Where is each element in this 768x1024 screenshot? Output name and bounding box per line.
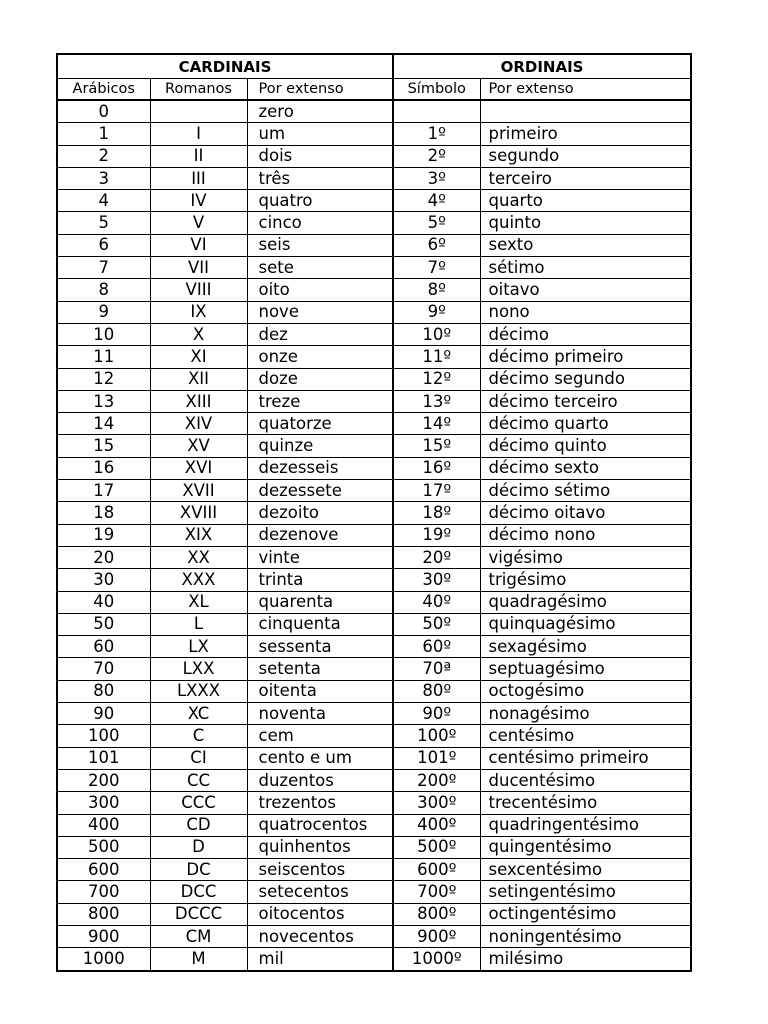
cell-romano: XVIII [150, 502, 247, 524]
cell-romano: XIII [150, 390, 247, 412]
cell-simbolo: 300º [393, 792, 480, 814]
cell-cardinal-extenso: seis [247, 234, 393, 256]
cell-romano: VIII [150, 279, 247, 301]
cell-arabico: 30 [57, 569, 150, 591]
cell-ordinal-extenso: nono [480, 301, 691, 323]
cell-simbolo: 20º [393, 546, 480, 568]
table-row [57, 390, 691, 412]
table-row [57, 279, 691, 301]
cell-cardinal-extenso: onze [247, 346, 393, 368]
cell-romano: LXXX [150, 680, 247, 702]
table-row [57, 190, 691, 212]
table-row [57, 747, 691, 769]
cell-simbolo: 1000º [393, 948, 480, 971]
cell-ordinal-extenso [480, 100, 691, 123]
table-row [57, 792, 691, 814]
cell-cardinal-extenso: quinze [247, 435, 393, 457]
column-header-romanos: Romanos [150, 79, 247, 101]
cell-arabico: 13 [57, 390, 150, 412]
cell-ordinal-extenso: ducentésimo [480, 769, 691, 791]
cell-simbolo: 7º [393, 257, 480, 279]
table-row [57, 502, 691, 524]
table-body [57, 100, 691, 971]
cell-romano: XV [150, 435, 247, 457]
table-row [57, 524, 691, 546]
cell-romano: XI [150, 346, 247, 368]
cell-cardinal-extenso: quinhentos [247, 836, 393, 858]
cell-romano: DCCC [150, 903, 247, 925]
table-row [57, 769, 691, 791]
cell-cardinal-extenso: quarenta [247, 591, 393, 613]
cell-romano: I [150, 123, 247, 145]
cell-arabico: 50 [57, 613, 150, 635]
cell-arabico: 5 [57, 212, 150, 234]
table-row [57, 368, 691, 390]
cell-ordinal-extenso: décimo oitavo [480, 502, 691, 524]
cell-romano: LX [150, 636, 247, 658]
cell-romano: XL [150, 591, 247, 613]
cell-simbolo: 70ª [393, 658, 480, 680]
cell-simbolo: 400º [393, 814, 480, 836]
cell-simbolo: 17º [393, 480, 480, 502]
cell-ordinal-extenso: décimo quarto [480, 413, 691, 435]
cell-cardinal-extenso: setenta [247, 658, 393, 680]
cell-ordinal-extenso: noningentésimo [480, 925, 691, 947]
cell-cardinal-extenso: dezessete [247, 480, 393, 502]
cell-romano: CM [150, 925, 247, 947]
cell-arabico: 10 [57, 323, 150, 345]
cell-simbolo: 200º [393, 769, 480, 791]
cell-arabico: 20 [57, 546, 150, 568]
cell-arabico: 200 [57, 769, 150, 791]
cell-simbolo: 18º [393, 502, 480, 524]
cell-arabico: 6 [57, 234, 150, 256]
cell-romano: DCC [150, 881, 247, 903]
cell-ordinal-extenso: décimo primeiro [480, 346, 691, 368]
cell-romano: II [150, 145, 247, 167]
cell-ordinal-extenso: quadringentésimo [480, 814, 691, 836]
cell-romano: M [150, 948, 247, 971]
table-row [57, 546, 691, 568]
cell-cardinal-extenso: oitenta [247, 680, 393, 702]
cell-ordinal-extenso: décimo quinto [480, 435, 691, 457]
cell-romano: XIV [150, 413, 247, 435]
cell-cardinal-extenso: treze [247, 390, 393, 412]
cell-arabico: 3 [57, 167, 150, 189]
table-row [57, 859, 691, 881]
cell-ordinal-extenso: septuagésimo [480, 658, 691, 680]
cell-ordinal-extenso: quingentésimo [480, 836, 691, 858]
cell-arabico: 400 [57, 814, 150, 836]
cell-romano: V [150, 212, 247, 234]
cell-cardinal-extenso: noventa [247, 703, 393, 725]
cell-ordinal-extenso: quinto [480, 212, 691, 234]
cell-arabico: 0 [57, 100, 150, 123]
cell-ordinal-extenso: milésimo [480, 948, 691, 971]
cell-arabico: 60 [57, 636, 150, 658]
cell-arabico: 12 [57, 368, 150, 390]
table-row [57, 948, 691, 971]
cell-ordinal-extenso: décimo nono [480, 524, 691, 546]
table-row [57, 591, 691, 613]
cell-arabico: 17 [57, 480, 150, 502]
cell-cardinal-extenso: oito [247, 279, 393, 301]
cell-arabico: 7 [57, 257, 150, 279]
table-row [57, 613, 691, 635]
cell-arabico: 300 [57, 792, 150, 814]
cell-ordinal-extenso: sétimo [480, 257, 691, 279]
cell-cardinal-extenso: quatrocentos [247, 814, 393, 836]
cell-ordinal-extenso: setingentésimo [480, 881, 691, 903]
cell-cardinal-extenso: dezesseis [247, 457, 393, 479]
cell-cardinal-extenso: três [247, 167, 393, 189]
cell-simbolo: 800º [393, 903, 480, 925]
cell-romano: XII [150, 368, 247, 390]
cell-romano: CCC [150, 792, 247, 814]
cell-romano: C [150, 725, 247, 747]
table-row [57, 123, 691, 145]
cell-simbolo: 50º [393, 613, 480, 635]
cell-ordinal-extenso: trecentésimo [480, 792, 691, 814]
cell-ordinal-extenso: quadragésimo [480, 591, 691, 613]
cell-cardinal-extenso: seiscentos [247, 859, 393, 881]
cell-simbolo: 14º [393, 413, 480, 435]
cell-arabico: 70 [57, 658, 150, 680]
cell-simbolo: 13º [393, 390, 480, 412]
cell-simbolo: 60º [393, 636, 480, 658]
cell-arabico: 14 [57, 413, 150, 435]
cell-arabico: 4 [57, 190, 150, 212]
cell-cardinal-extenso: vinte [247, 546, 393, 568]
cell-cardinal-extenso: zero [247, 100, 393, 123]
cell-cardinal-extenso: dez [247, 323, 393, 345]
table-row [57, 680, 691, 702]
table-row [57, 658, 691, 680]
cell-ordinal-extenso: primeiro [480, 123, 691, 145]
cell-ordinal-extenso: segundo [480, 145, 691, 167]
cell-arabico: 19 [57, 524, 150, 546]
cell-arabico: 500 [57, 836, 150, 858]
cell-ordinal-extenso: décimo segundo [480, 368, 691, 390]
cell-cardinal-extenso: sete [247, 257, 393, 279]
cell-romano: CD [150, 814, 247, 836]
cell-ordinal-extenso: trigésimo [480, 569, 691, 591]
cell-simbolo: 40º [393, 591, 480, 613]
cell-arabico: 1 [57, 123, 150, 145]
cell-cardinal-extenso: dezoito [247, 502, 393, 524]
cell-simbolo: 101º [393, 747, 480, 769]
cell-ordinal-extenso: quarto [480, 190, 691, 212]
cell-arabico: 700 [57, 881, 150, 903]
cell-simbolo: 1º [393, 123, 480, 145]
cell-cardinal-extenso: mil [247, 948, 393, 971]
table-row [57, 725, 691, 747]
cell-simbolo: 4º [393, 190, 480, 212]
cell-simbolo: 600º [393, 859, 480, 881]
numerals-table [56, 53, 692, 972]
cell-ordinal-extenso: sexagésimo [480, 636, 691, 658]
cell-simbolo: 100º [393, 725, 480, 747]
cell-cardinal-extenso: sessenta [247, 636, 393, 658]
cell-ordinal-extenso: terceiro [480, 167, 691, 189]
table-row [57, 413, 691, 435]
cell-simbolo: 500º [393, 836, 480, 858]
cell-ordinal-extenso: vigésimo [480, 546, 691, 568]
cell-romano: D [150, 836, 247, 858]
cell-cardinal-extenso: setecentos [247, 881, 393, 903]
cell-simbolo: 3º [393, 167, 480, 189]
cell-cardinal-extenso: cento e um [247, 747, 393, 769]
column-header-por-extenso-ordinal: Por extenso [480, 79, 691, 101]
cell-arabico: 8 [57, 279, 150, 301]
group-header-ordinais: ORDINAIS [393, 54, 691, 79]
cell-arabico: 800 [57, 903, 150, 925]
cell-arabico: 80 [57, 680, 150, 702]
table-row [57, 457, 691, 479]
cell-romano: XX [150, 546, 247, 568]
cell-romano: LXX [150, 658, 247, 680]
column-header-por-extenso-cardinal: Por extenso [247, 79, 393, 101]
cell-ordinal-extenso: nonagésimo [480, 703, 691, 725]
group-header-row [57, 54, 691, 79]
group-header-cardinais: CARDINAIS [57, 54, 393, 79]
cell-ordinal-extenso: oitavo [480, 279, 691, 301]
cell-cardinal-extenso: cem [247, 725, 393, 747]
cell-arabico: 90 [57, 703, 150, 725]
cell-ordinal-extenso: octogésimo [480, 680, 691, 702]
table-row [57, 480, 691, 502]
cell-cardinal-extenso: trinta [247, 569, 393, 591]
cell-ordinal-extenso: décimo terceiro [480, 390, 691, 412]
cell-simbolo: 9º [393, 301, 480, 323]
table-row [57, 925, 691, 947]
cell-simbolo: 90º [393, 703, 480, 725]
cell-simbolo: 12º [393, 368, 480, 390]
column-header-simbolo: Símbolo [393, 79, 480, 101]
cell-simbolo: 900º [393, 925, 480, 947]
cell-romano: L [150, 613, 247, 635]
cell-arabico: 600 [57, 859, 150, 881]
cell-simbolo: 15º [393, 435, 480, 457]
cell-romano: CC [150, 769, 247, 791]
cell-cardinal-extenso: novecentos [247, 925, 393, 947]
cell-ordinal-extenso: centésimo primeiro [480, 747, 691, 769]
cell-simbolo: 19º [393, 524, 480, 546]
cell-ordinal-extenso: sexcentésimo [480, 859, 691, 881]
cell-arabico: 9 [57, 301, 150, 323]
table-row [57, 234, 691, 256]
table-row [57, 836, 691, 858]
table-row [57, 881, 691, 903]
cell-romano: VI [150, 234, 247, 256]
table-row [57, 346, 691, 368]
cell-romano: IX [150, 301, 247, 323]
table-row [57, 145, 691, 167]
cell-simbolo [393, 100, 480, 123]
cell-simbolo: 2º [393, 145, 480, 167]
cell-cardinal-extenso: dezenove [247, 524, 393, 546]
cell-arabico: 2 [57, 145, 150, 167]
table-row [57, 435, 691, 457]
cell-cardinal-extenso: quatro [247, 190, 393, 212]
cell-arabico: 1000 [57, 948, 150, 971]
cell-simbolo: 30º [393, 569, 480, 591]
cell-simbolo: 700º [393, 881, 480, 903]
cell-romano: XXX [150, 569, 247, 591]
table-row [57, 301, 691, 323]
cell-cardinal-extenso: quatorze [247, 413, 393, 435]
cell-arabico: 15 [57, 435, 150, 457]
cell-arabico: 900 [57, 925, 150, 947]
cell-romano: VII [150, 257, 247, 279]
cell-cardinal-extenso: um [247, 123, 393, 145]
cell-arabico: 11 [57, 346, 150, 368]
cell-ordinal-extenso: décimo [480, 323, 691, 345]
cell-romano: DC [150, 859, 247, 881]
cell-romano [150, 100, 247, 123]
table-row [57, 323, 691, 345]
cell-arabico: 18 [57, 502, 150, 524]
cell-cardinal-extenso: trezentos [247, 792, 393, 814]
cell-romano: CI [150, 747, 247, 769]
cell-cardinal-extenso: duzentos [247, 769, 393, 791]
table-row [57, 569, 691, 591]
table-row [57, 257, 691, 279]
cell-cardinal-extenso: doze [247, 368, 393, 390]
cell-romano: IV [150, 190, 247, 212]
cell-ordinal-extenso: quinquagésimo [480, 613, 691, 635]
cell-ordinal-extenso: octingentésimo [480, 903, 691, 925]
table-row [57, 703, 691, 725]
column-header-row [57, 79, 691, 101]
cell-arabico: 100 [57, 725, 150, 747]
cell-ordinal-extenso: centésimo [480, 725, 691, 747]
cell-simbolo: 6º [393, 234, 480, 256]
cell-arabico: 101 [57, 747, 150, 769]
column-header-arabicos: Arábicos [57, 79, 150, 101]
cell-cardinal-extenso: oitocentos [247, 903, 393, 925]
cell-cardinal-extenso: cinquenta [247, 613, 393, 635]
cell-cardinal-extenso: dois [247, 145, 393, 167]
table-row [57, 100, 691, 123]
cell-simbolo: 8º [393, 279, 480, 301]
cell-simbolo: 10º [393, 323, 480, 345]
table-row [57, 212, 691, 234]
cell-arabico: 40 [57, 591, 150, 613]
table-row [57, 167, 691, 189]
cell-ordinal-extenso: décimo sexto [480, 457, 691, 479]
cell-ordinal-extenso: décimo sétimo [480, 480, 691, 502]
cell-simbolo: 16º [393, 457, 480, 479]
table-row [57, 636, 691, 658]
cell-romano: XVI [150, 457, 247, 479]
table-row [57, 814, 691, 836]
cell-cardinal-extenso: nove [247, 301, 393, 323]
cell-romano: X [150, 323, 247, 345]
table-row [57, 903, 691, 925]
cell-romano: XC [150, 703, 247, 725]
cell-romano: XVII [150, 480, 247, 502]
cell-simbolo: 5º [393, 212, 480, 234]
cell-romano: III [150, 167, 247, 189]
cell-simbolo: 11º [393, 346, 480, 368]
cell-simbolo: 80º [393, 680, 480, 702]
cell-romano: XIX [150, 524, 247, 546]
cell-ordinal-extenso: sexto [480, 234, 691, 256]
cell-cardinal-extenso: cinco [247, 212, 393, 234]
cell-arabico: 16 [57, 457, 150, 479]
